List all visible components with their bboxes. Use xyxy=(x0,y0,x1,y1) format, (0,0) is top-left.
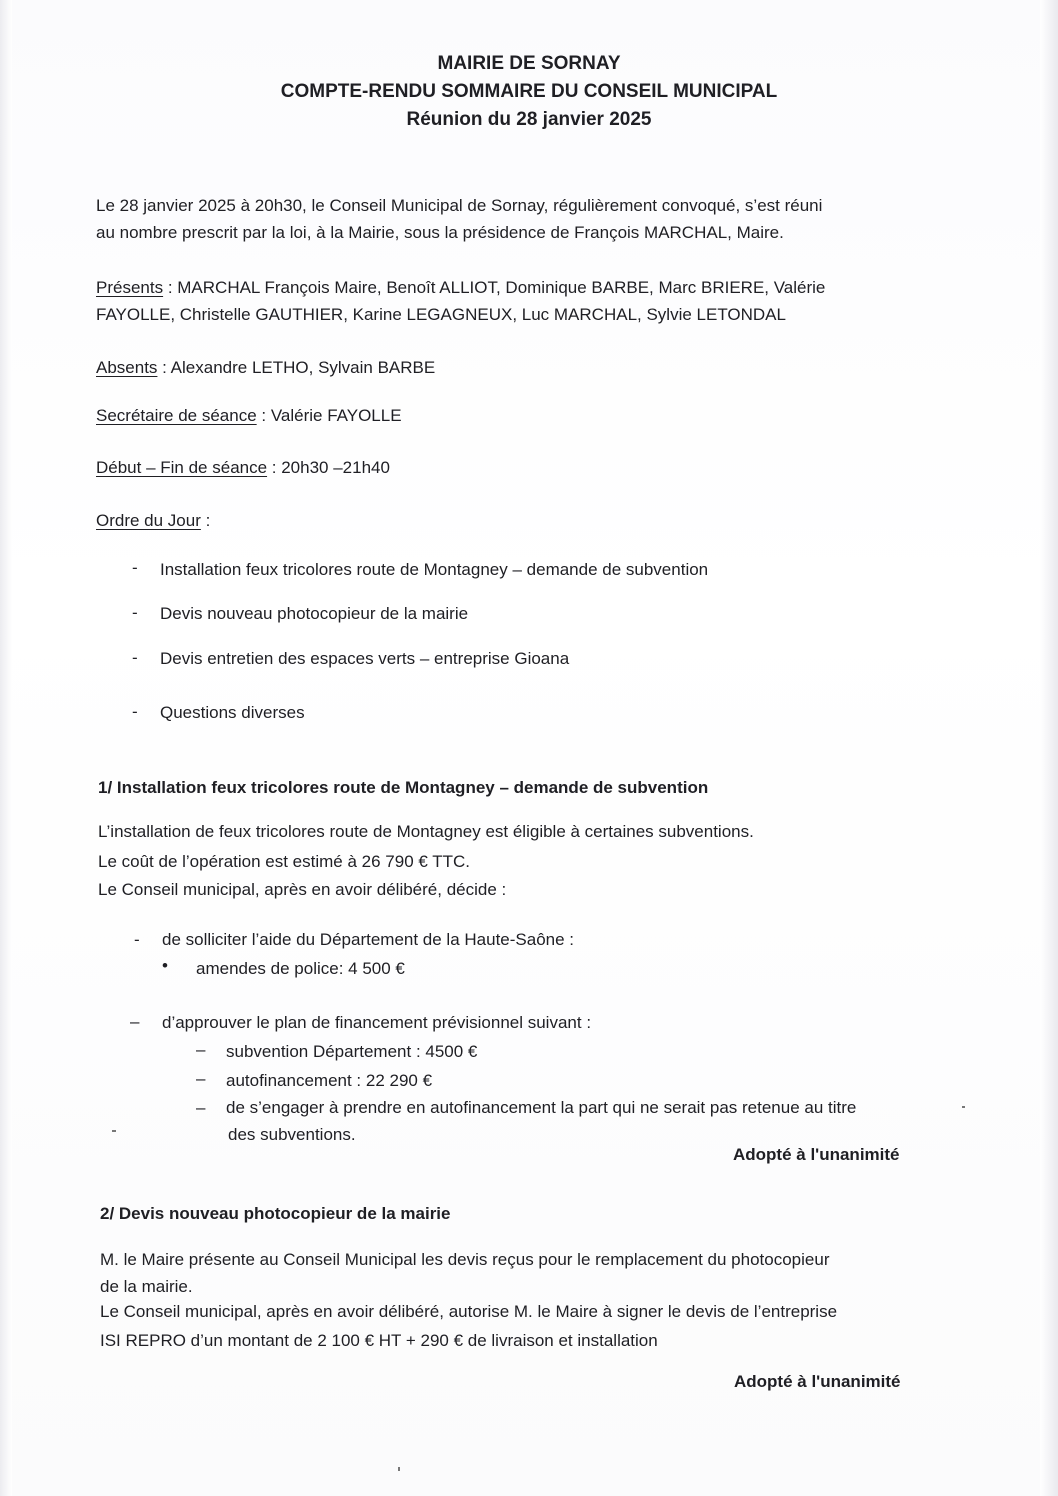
horaires-line xyxy=(96,454,390,481)
section1-adopted: Adopté à l'unanimité xyxy=(733,1145,900,1164)
plan-item-2: autofinancement : 22 290 € xyxy=(226,1071,433,1090)
section1-p1: L’installation de feux tricolores route de Montagney est éligible à certaines subventions. xyxy=(98,822,754,841)
presents-line-1 xyxy=(96,274,825,301)
ordre-item-4: Questions diverses xyxy=(160,703,305,722)
presents-label: Présents xyxy=(96,278,164,297)
intro-line-1: Le 28 janvier 2025 à 20h30, le Conseil Municipal de Sornay, régulièrement convoqué, s’est réuni xyxy=(96,196,823,215)
list-dash: - xyxy=(132,558,138,577)
ordre-suffix: : xyxy=(200,511,211,530)
scan-speck xyxy=(112,1130,116,1132)
scan-speck xyxy=(962,1106,965,1108)
presents-line-2: FAYOLLE, Christelle GAUTHIER, Karine LEGAGNEUX, Luc MARCHAL, Sylvie LETONDAL xyxy=(96,305,786,324)
section1-approuver: d’approuver le plan de financement prévisionnel suivant : xyxy=(162,1013,592,1032)
ordre-heading xyxy=(96,507,210,534)
secretaire-line xyxy=(96,402,402,429)
intro-line-2: au nombre prescrit par la loi, à la Mairie, sous la présidence de François MARCHAL, Maire. xyxy=(96,223,784,242)
section1-title: 1/ Installation feux tricolores route de Montagney – demande de subvention xyxy=(98,778,709,797)
secretaire-label: Secrétaire de séance xyxy=(96,406,257,425)
section1-solliciter: de solliciter l’aide du Département de la Haute-Saône : xyxy=(162,930,575,949)
absents-value: : Alexandre LETHO, Sylvain BARBE xyxy=(157,358,436,377)
section2-adopted: Adopté à l'unanimité xyxy=(734,1372,901,1391)
section2-p1a: M. le Maire présente au Conseil Municipal les devis reçus pour le remplacement du photocopieur xyxy=(100,1250,830,1269)
document-header xyxy=(0,50,1058,134)
ordre-item-1: Installation feux tricolores route de Montagney – demande de subvention xyxy=(160,560,709,579)
plan-item-1: subvention Département : 4500 € xyxy=(226,1042,478,1061)
plan-item-3-cont: des subventions. xyxy=(228,1125,356,1144)
presents-value: : MARCHAL François Maire, Benoît ALLIOT, Dominique BARBE, Marc BRIERE, Valérie xyxy=(163,278,826,297)
list-dash: - xyxy=(132,648,138,667)
header-title: COMPTE-RENDU SOMMAIRE DU CONSEIL MUNICIPAL xyxy=(280,81,778,102)
absents-line xyxy=(96,354,435,381)
section2-p2b: ISI REPRO d’un montant de 2 100 € HT + 290 € de livraison et installation xyxy=(100,1331,658,1350)
horaires-label: Début – Fin de séance xyxy=(96,458,268,477)
ordre-item-3: Devis entretien des espaces verts – entreprise Gioana xyxy=(160,649,570,668)
section1-p2: Le coût de l’opération est estimé à 26 790 € TTC. xyxy=(98,852,471,871)
section2-p2a: Le Conseil municipal, après en avoir délibéré, autorise M. le Maire à signer le devis de l’entreprise xyxy=(100,1302,838,1321)
section1-p3: Le Conseil municipal, après en avoir délibéré, décide : xyxy=(98,880,507,899)
plan-item-3: de s’engager à prendre en autofinancement la part qui ne serait pas retenue au titre xyxy=(226,1098,857,1117)
list-dash: - xyxy=(132,702,138,721)
secretaire-value: : Valérie FAYOLLE xyxy=(256,406,402,425)
scan-speck xyxy=(398,1467,400,1471)
list-dash: – xyxy=(196,1040,206,1059)
horaires-value: : 20h30 –21h40 xyxy=(267,458,390,477)
list-dash: – xyxy=(196,1098,206,1117)
section1-amendes: amendes de police: 4 500 € xyxy=(196,959,405,978)
ordre-item-2: Devis nouveau photocopieur de la mairie xyxy=(160,604,469,623)
list-dash: - xyxy=(134,930,140,949)
section2-p1b: de la mairie. xyxy=(100,1277,193,1296)
list-dash: - xyxy=(132,603,138,622)
scan-edge-right xyxy=(1040,0,1058,1496)
ordre-label: Ordre du Jour xyxy=(96,511,201,530)
absents-label: Absents xyxy=(96,358,158,377)
scan-edge-left xyxy=(0,0,12,1496)
bullet-dot: • xyxy=(162,956,168,975)
list-dash: – xyxy=(130,1012,140,1031)
section2-title: 2/ Devis nouveau photocopieur de la mairie xyxy=(100,1204,451,1223)
header-mairie: MAIRIE DE SORNAY xyxy=(437,53,621,74)
header-date: Réunion du 28 janvier 2025 xyxy=(406,109,652,130)
list-dash: – xyxy=(196,1069,206,1088)
